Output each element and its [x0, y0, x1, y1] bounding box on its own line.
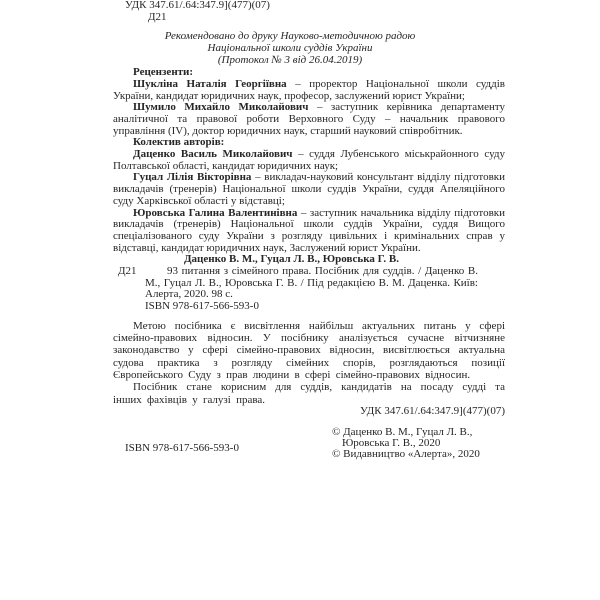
reviewer-item [113, 79, 505, 102]
recommendation-line-3: (Протокол № 3 від 26.04.2019) [217, 54, 363, 67]
footer-isbn: ISBN 978-617-566-593-0 [125, 441, 239, 454]
page-footer [113, 427, 505, 475]
author-name: Юровська Галина Валентинівна [133, 206, 298, 219]
catalog-card-authors: Даценко В. М., Гуцал Л. В., Юровська Г. В. [183, 253, 400, 266]
recommendation-note [113, 31, 505, 67]
catalog-card-isbn: ISBN 978-617-566-593-0 [145, 300, 259, 313]
copyright-block [332, 427, 480, 461]
author-description: – заступник начальника відділу підготовки викладачів (тренерів) Національної школи суддів України, суддя Вищого спеціалізованого суду України з розгляду цивільних і кримінальних справ у відставці, кандидат юридичних наук, Заслужений юрист України. [113, 206, 506, 254]
author-sign-top: Д21 [148, 10, 167, 23]
reviewer-name: Шумило Михайло Миколайович [133, 101, 309, 114]
author-name: Даценко Василь Миколайович [133, 148, 293, 161]
annotation [113, 320, 505, 406]
reviewer-description: – заступник керівника департаменту аналітичної та правової роботи Верховного Суду – начальник правового управління (IV), доктор юридичних наук, старший науковий співробітник. [113, 101, 506, 137]
copyright-line: © Видавництво «Алерта», 2020 [332, 448, 480, 461]
author-item [113, 149, 505, 172]
author-description: – викладач-науковий консультант відділу підготовки викладачів (тренерів) Національної школи суддів України, суддя Апеляційного суду Харківської області у відставці; [113, 171, 505, 207]
copyright-line: Юровська Г. В., 2020 [342, 437, 441, 450]
reviewer-item [113, 102, 505, 137]
page-content [113, 0, 505, 475]
reviewer-name: Шукліна Наталія Георгіївна [133, 77, 287, 90]
author-name: Гуцал Лілія Вікторівна [133, 171, 252, 184]
author-description: – суддя Лубенського міськрайонного суду Полтавської області, кандидат юридичних наук; [113, 148, 505, 172]
reviewers-heading: Рецензенти: [133, 66, 194, 79]
udc-code-top: УДК 347.61/.64:347.9](477)(07) [125, 0, 270, 11]
author-item [113, 208, 505, 255]
recommendation-line-1: Рекомендовано до друку Науково-методичною радою [164, 30, 416, 43]
catalog-card [118, 253, 478, 313]
team-heading: Колектив авторів: [133, 136, 225, 149]
catalog-card-description [118, 265, 478, 301]
udc-code-bottom: УДК 347.61/.64:347.9](477)(07) [360, 404, 505, 417]
reviewer-description: – проректор Національної школи суддів України, кандидат юридичних наук, професор, заслужений юрист України; [113, 77, 505, 102]
copyright-line: © Даценко В. М., Гуцал Л. В., [332, 425, 473, 438]
catalog-card-text: 93 питання з сімейного права. Посібник для суддів. / Даценко В. М., Гуцал Л. В., Юровська Г. В. / Під редакцією В. М. Даценка. Київ: Алерта, 2020. 98 с. [145, 265, 478, 301]
annotation-paragraph-1: Метою посібника є висвітлення найбільш актуальних питань у сфері сімейно-правових відносин. У посібнику аналізується сучасне вітчизняне законодавство у сфері сімейно-правових відносин, висвітлюється актуальна судова практика з розгляду сімейних спорів, розглядаються позиції Європейського Суду з прав людини в сфері сімейно-правових відносин. [113, 319, 505, 382]
catalog-card-code: Д21 [118, 265, 137, 278]
recommendation-line-2: Національної школи суддів України [207, 42, 373, 55]
author-item [113, 172, 505, 207]
annotation-paragraph-2: Посібник стане корисним для суддів, кандидатів на посаду судді та інших фахівців у галузі права. [113, 381, 505, 406]
